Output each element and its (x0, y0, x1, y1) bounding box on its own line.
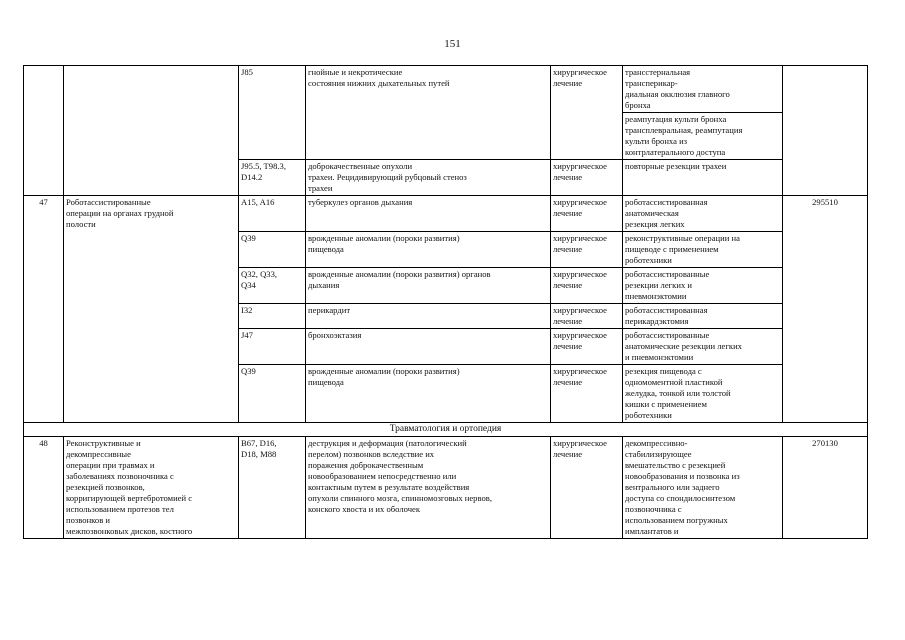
patient-model: бронхоэктазия (306, 329, 551, 365)
treatment-type: хирургическое лечение (551, 232, 623, 268)
table-row (24, 196, 868, 232)
treatment-type: хирургическое лечение (551, 196, 623, 232)
patient-model: врожденные аномалии (пороки развития) пищевода (306, 232, 551, 268)
treatment-method: резекция пищевода с одномоментной пластикой желудка, тонкой или толстой кишки с применением роботехники (623, 365, 783, 423)
cost-value: 270130 (783, 437, 868, 539)
icd-codes: Q39 (239, 365, 306, 423)
treatment-type: хирургическое лечение (551, 304, 623, 329)
icd-codes: J95.5, T98.3, D14.2 (239, 160, 306, 196)
icd-codes: Q39 (239, 232, 306, 268)
patient-model: гнойные и некротические состояния нижних дыхательных путей (306, 66, 551, 160)
patient-model: деструкция и деформация (патологический перелом) позвонков вследствие их поражения доброкачественным новообразованием непосредственно или контактным путем в результате воздействия опухоли спинного мозга, спинномозговых нервов, конского хвоста и их оболочек (306, 437, 551, 539)
table-row (24, 437, 868, 539)
treatment-method: реконструктивные операции на пищеводе с применением роботехники (623, 232, 783, 268)
treatment-type: хирургическое лечение (551, 66, 623, 160)
icd-codes: Q32, Q33, Q34 (239, 268, 306, 304)
row-number (24, 66, 64, 196)
vmp-name: Роботассистированные операции на органах грудной полости (64, 196, 239, 423)
treatment-method: роботассистированная перикардэктомия (623, 304, 783, 329)
icd-codes: J85 (239, 66, 306, 160)
treatment-method: роботассистированные резекции легких и пневмонэктомии (623, 268, 783, 304)
patient-model: доброкачественные опухоли трахеи. Рецидивирующий рубцовый стеноз трахеи (306, 160, 551, 196)
cost-value (783, 66, 868, 196)
treatment-method: трансстернальная трансперикар- диальная окклюзия главного бронха (623, 66, 783, 113)
treatment-type: хирургическое лечение (551, 365, 623, 423)
icd-codes: B67, D16, D18, M88 (239, 437, 306, 539)
page-number: 151 (444, 38, 461, 50)
patient-model: врожденные аномалии (пороки развития) пищевода (306, 365, 551, 423)
icd-codes: J47 (239, 329, 306, 365)
table-row (24, 66, 868, 113)
patient-model: перикардит (306, 304, 551, 329)
treatment-type: хирургическое лечение (551, 437, 623, 539)
treatment-method: декомпрессивно- стабилизирующее вмешательство с резекцией новообразования и позвонка из вентрального или заднего доступа со спондилосинтезом позвоночника с использованием погружных имплантатов и (623, 437, 783, 539)
treatment-method: реампутация культи бронха трансплевральная, реампутация культи бронха из контрлатерального доступа (623, 113, 783, 160)
treatment-type: хирургическое лечение (551, 329, 623, 365)
cost-value: 295510 (783, 196, 868, 423)
icd-codes: I32 (239, 304, 306, 329)
treatment-method: роботассистированная анатомическая резекция легких (623, 196, 783, 232)
treatment-method: роботассистированные анатомические резекции легких и пневмонэктомии (623, 329, 783, 365)
patient-model: туберкулез органов дыхания (306, 196, 551, 232)
treatment-type: хирургическое лечение (551, 268, 623, 304)
row-number: 47 (24, 196, 64, 423)
vmp-name: Реконструктивные и декомпрессивные операции при травмах и заболеваниях позвоночника с резекцией позвонков, корригирующей вертебротомией с использованием протезов тел позвонков и межпозвонковых дисков, костного (64, 437, 239, 539)
treatment-type: хирургическое лечение (551, 160, 623, 196)
treatment-method: повторные резекции трахеи (623, 160, 783, 196)
medical-care-table (23, 65, 868, 539)
icd-codes: A15, A16 (239, 196, 306, 232)
section-title: Травматология и ортопедия (24, 423, 868, 437)
section-row (24, 423, 868, 437)
patient-model: врожденные аномалии (пороки развития) органов дыхания (306, 268, 551, 304)
vmp-name (64, 66, 239, 196)
row-number: 48 (24, 437, 64, 539)
